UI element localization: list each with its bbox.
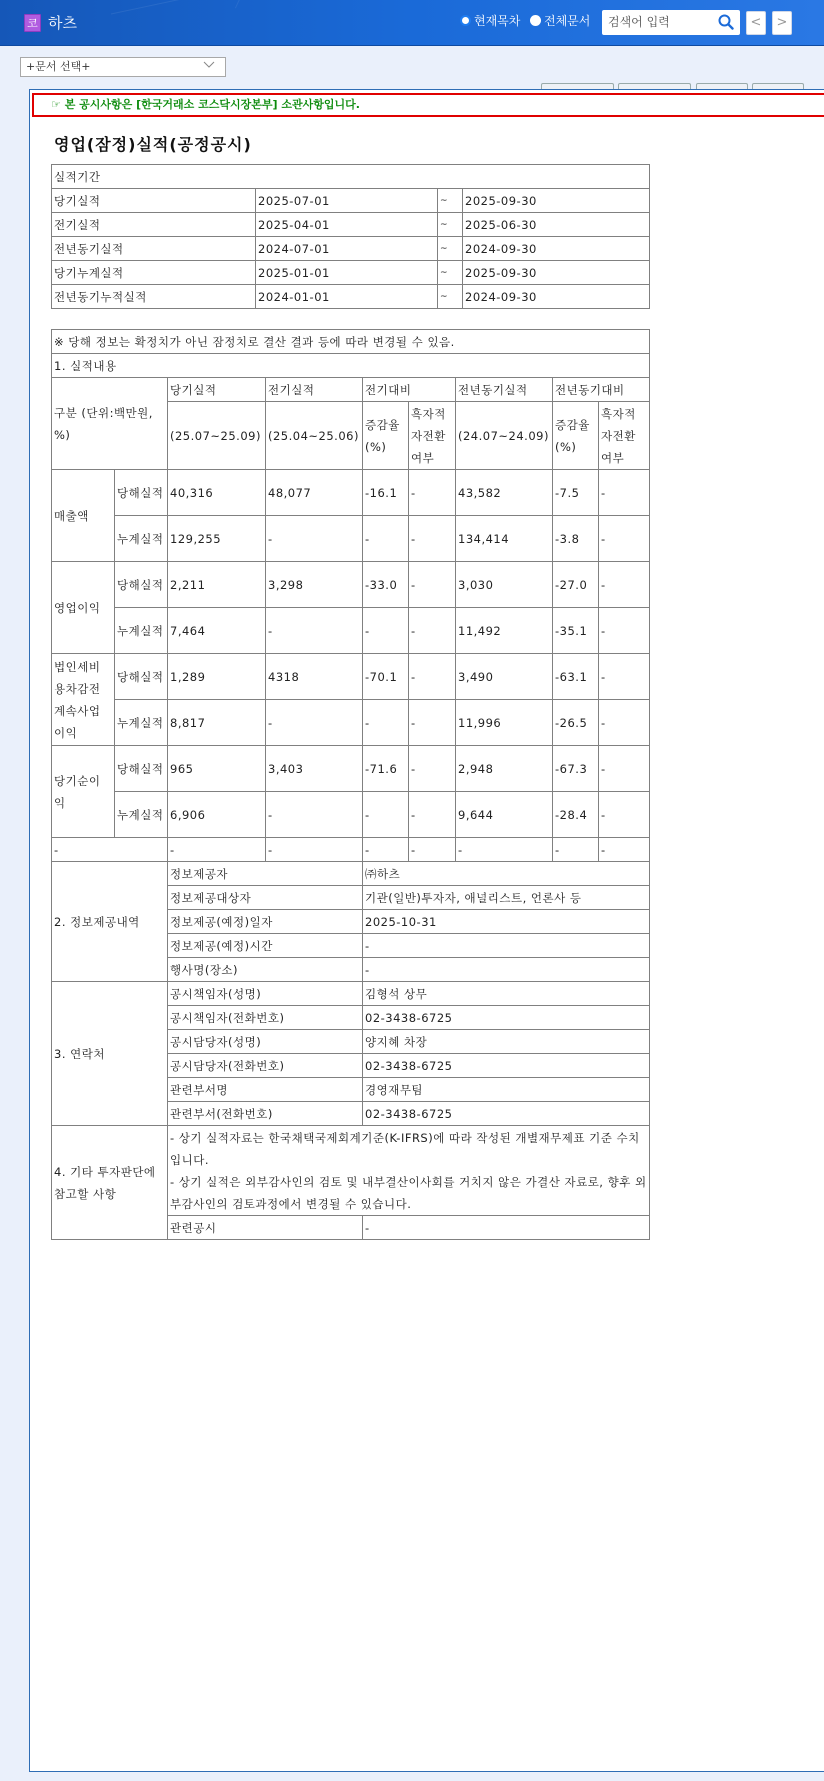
table-row <box>52 1126 650 1216</box>
jurisdiction-notice: ☞ 본 공시사항은 [한국거래소 코스닥시장본부] 소관사항입니다. <box>32 93 824 117</box>
previous-value: 4318 <box>266 654 363 700</box>
yoy-rate: -3.8 <box>553 516 599 562</box>
yoy-rate-header: 증감율(%) <box>553 402 599 470</box>
yoy-rate: -27.0 <box>553 562 599 608</box>
yoy-rate: -67.3 <box>553 746 599 792</box>
table-row <box>52 516 650 562</box>
category-header: 구분 (단위:백만원, %) <box>52 378 168 470</box>
row-type: 누계실적 <box>115 792 168 838</box>
current-value: 8,817 <box>168 700 266 746</box>
period-to: 2024-09-30 <box>463 237 650 261</box>
field-value: 2025-10-31 <box>363 910 650 934</box>
yoy-actual: 3,030 <box>456 562 553 608</box>
qoq-turn: - <box>409 654 456 700</box>
yoy-turn-header: 흑자적자전환여부 <box>599 402 650 470</box>
previous-value: 3,403 <box>266 746 363 792</box>
previous-value: 3,298 <box>266 562 363 608</box>
yoy-rate: -28.4 <box>553 792 599 838</box>
item-name: 매출액 <box>52 470 115 562</box>
yoy-actual-header: 전년동기실적 <box>456 378 553 402</box>
previous-period: (25.04~25.06) <box>266 402 363 470</box>
row-type: 누계실적 <box>115 608 168 654</box>
current-value: 1,289 <box>168 654 266 700</box>
yoy-turn: - <box>599 838 650 862</box>
period-label: 당기누계실적 <box>52 261 256 285</box>
period-sep: ~ <box>438 261 463 285</box>
row-type: 누계실적 <box>115 516 168 562</box>
table-row <box>52 746 650 792</box>
field-label: 관련부서(전화번호) <box>168 1102 363 1126</box>
field-label: 정보제공(예정)일자 <box>168 910 363 934</box>
field-value: 김형석 상무 <box>363 982 650 1006</box>
qoq-rate-header: 증감율(%) <box>363 402 409 470</box>
vs-yoy-header: 전년동기대비 <box>553 378 650 402</box>
period-from: 2024-01-01 <box>256 285 438 309</box>
yoy-rate: -35.1 <box>553 608 599 654</box>
table-row <box>52 700 650 746</box>
yoy-rate: -26.5 <box>553 700 599 746</box>
field-label: 정보제공자 <box>168 862 363 886</box>
note-line: - 상기 실적자료는 한국채택국제회계기준(K-IFRS)에 따라 작성된 개별재무제표 기준 수치입니다. <box>170 1130 640 1167</box>
radio-unselected-icon[interactable] <box>530 15 541 26</box>
yoy-turn: - <box>599 654 650 700</box>
section-3-title: 3. 연락처 <box>52 982 168 1126</box>
prev-result-button[interactable]: < <box>746 11 766 35</box>
period-sep: ~ <box>438 237 463 261</box>
current-value: 129,255 <box>168 516 266 562</box>
field-label: 정보제공대상자 <box>168 886 363 910</box>
field-label: 공시책임자(전화번호) <box>168 1006 363 1030</box>
field-label: 정보제공(예정)시간 <box>168 934 363 958</box>
qoq-rate: - <box>363 838 409 862</box>
previous-value: 48,077 <box>266 470 363 516</box>
table-row <box>52 285 650 309</box>
yoy-actual: 11,492 <box>456 608 553 654</box>
company-name: 하츠 <box>48 14 77 32</box>
item-name: 당기순이익 <box>52 746 115 838</box>
previous-value: - <box>266 838 363 862</box>
document-viewer <box>29 89 824 1772</box>
current-period: (25.07~25.09) <box>168 402 266 470</box>
qoq-rate: - <box>363 792 409 838</box>
field-label: 공시담당자(전화번호) <box>168 1054 363 1078</box>
scope-radio-whole-doc[interactable] <box>530 12 590 29</box>
row-type: 당해실적 <box>115 470 168 516</box>
qoq-rate: -71.6 <box>363 746 409 792</box>
search-box <box>602 10 740 35</box>
document-title: 영업(잠정)실적(공정공시) <box>54 135 252 154</box>
period-from: 2025-07-01 <box>256 189 438 213</box>
table-row <box>52 982 650 1006</box>
period-sep: ~ <box>438 285 463 309</box>
vs-previous-header: 전기대비 <box>363 378 456 402</box>
row-type: 당해실적 <box>115 746 168 792</box>
period-label: 전년동기실적 <box>52 237 256 261</box>
period-header: 실적기간 <box>52 165 650 189</box>
previous-value: - <box>266 608 363 654</box>
notes-cell <box>168 1126 650 1216</box>
current-value: 2,211 <box>168 562 266 608</box>
qoq-turn-header: 흑자적자전환여부 <box>409 402 456 470</box>
document-select-value: +문서 선택+ <box>26 60 91 73</box>
period-label: 전년동기누적실적 <box>52 285 256 309</box>
yoy-turn: - <box>599 470 650 516</box>
row-type: 당해실적 <box>115 562 168 608</box>
search-icon[interactable] <box>718 14 734 30</box>
yoy-rate: -7.5 <box>553 470 599 516</box>
period-table <box>51 164 650 309</box>
table-row <box>52 608 650 654</box>
table-row <box>52 562 650 608</box>
field-label: 관련공시 <box>168 1216 363 1240</box>
previous-value: - <box>266 516 363 562</box>
qoq-turn: - <box>409 792 456 838</box>
qoq-rate: -16.1 <box>363 470 409 516</box>
field-value: 경영재무팀 <box>363 1078 650 1102</box>
previous-value: - <box>266 700 363 746</box>
yoy-actual: - <box>456 838 553 862</box>
period-sep: ~ <box>438 189 463 213</box>
scope-label: 현재목차 <box>474 14 521 28</box>
field-value: - <box>363 958 650 982</box>
disclaimer: ※ 당해 정보는 확정치가 아닌 잠정치로 결산 결과 등에 따라 변경될 수 있음. <box>52 330 650 354</box>
qoq-turn: - <box>409 838 456 862</box>
field-value: 02-3438-6725 <box>363 1102 650 1126</box>
table-row <box>52 838 650 862</box>
table-row <box>52 470 650 516</box>
field-label: 공시책임자(성명) <box>168 982 363 1006</box>
top-header <box>0 0 824 46</box>
field-value: 02-3438-6725 <box>363 1054 650 1078</box>
table-row <box>52 237 650 261</box>
row-type: 누계실적 <box>115 700 168 746</box>
radio-selected-icon[interactable] <box>460 15 471 26</box>
section-1-title: 1. 실적내용 <box>52 354 650 378</box>
field-value: - <box>363 934 650 958</box>
period-to: 2025-09-30 <box>463 261 650 285</box>
qoq-rate: - <box>363 516 409 562</box>
section-4-title: 4. 기타 투자판단에 참고할 사항 <box>52 1126 168 1240</box>
field-label: 관련부서명 <box>168 1078 363 1102</box>
qoq-rate: - <box>363 608 409 654</box>
table-row <box>52 654 650 700</box>
period-to: 2025-09-30 <box>463 189 650 213</box>
period-to: 2025-06-30 <box>463 213 650 237</box>
yoy-turn: - <box>599 608 650 654</box>
yoy-actual: 43,582 <box>456 470 553 516</box>
field-value: 기관(일반)투자자, 애널리스트, 언론사 등 <box>363 886 650 910</box>
period-sep: ~ <box>438 213 463 237</box>
qoq-turn: - <box>409 470 456 516</box>
period-from: 2025-04-01 <box>256 213 438 237</box>
qoq-rate: -70.1 <box>363 654 409 700</box>
yoy-turn: - <box>599 700 650 746</box>
item-name: 법인세비용차감전계속사업이익 <box>52 654 115 746</box>
table-row <box>52 261 650 285</box>
item-name: 영업이익 <box>52 562 115 654</box>
yoy-rate: -63.1 <box>553 654 599 700</box>
qoq-turn: - <box>409 746 456 792</box>
search-input[interactable] <box>608 13 708 31</box>
period-to: 2024-09-30 <box>463 285 650 309</box>
field-label: 공시담당자(성명) <box>168 1030 363 1054</box>
yoy-turn: - <box>599 562 650 608</box>
current-value: - <box>168 838 266 862</box>
scope-label: 전체문서 <box>544 14 591 28</box>
chevron-down-icon <box>203 61 215 69</box>
qoq-turn: - <box>409 516 456 562</box>
document-select[interactable] <box>20 57 226 77</box>
table-row <box>52 792 650 838</box>
field-value: 02-3438-6725 <box>363 1006 650 1030</box>
field-label: 행사명(장소) <box>168 958 363 982</box>
table-row <box>52 862 650 886</box>
period-label: 당기실적 <box>52 189 256 213</box>
qoq-rate: -33.0 <box>363 562 409 608</box>
period-from: 2025-01-01 <box>256 261 438 285</box>
previous-header: 전기실적 <box>266 378 363 402</box>
yoy-actual: 2,948 <box>456 746 553 792</box>
qoq-rate: - <box>363 700 409 746</box>
previous-value: - <box>266 792 363 838</box>
table-row <box>52 189 650 213</box>
results-table <box>51 329 650 1240</box>
yoy-actual: 11,996 <box>456 700 553 746</box>
scope-radio-current-toc[interactable] <box>460 12 520 29</box>
current-value: 965 <box>168 746 266 792</box>
yoy-actual: 9,644 <box>456 792 553 838</box>
yoy-turn: - <box>599 746 650 792</box>
qoq-turn: - <box>409 562 456 608</box>
section-2-title: 2. 정보제공내역 <box>52 862 168 982</box>
yoy-rate: - <box>553 838 599 862</box>
qoq-turn: - <box>409 608 456 654</box>
current-value: 6,906 <box>168 792 266 838</box>
yoy-turn: - <box>599 516 650 562</box>
current-value: 40,316 <box>168 470 266 516</box>
yoy-period: (24.07~24.09) <box>456 402 553 470</box>
yoy-actual: 134,414 <box>456 516 553 562</box>
field-value: - <box>363 1216 650 1240</box>
current-header: 당기실적 <box>168 378 266 402</box>
next-result-button[interactable]: > <box>772 11 792 35</box>
market-badge-icon: 코 <box>24 14 41 32</box>
period-label: 전기실적 <box>52 213 256 237</box>
note-line: - 상기 실적은 외부감사인의 검토 및 내부결산이사회를 거치지 않은 가결산 자료로, 향후 외부감사인의 검토과정에서 변경될 수 있습니다. <box>170 1174 647 1211</box>
yoy-actual: 3,490 <box>456 654 553 700</box>
qoq-turn: - <box>409 700 456 746</box>
row-type: 당해실적 <box>115 654 168 700</box>
period-from: 2024-07-01 <box>256 237 438 261</box>
field-value: ㈜하츠 <box>363 862 650 886</box>
table-row <box>52 213 650 237</box>
yoy-turn: - <box>599 792 650 838</box>
current-value: 7,464 <box>168 608 266 654</box>
item-name: - <box>52 838 168 862</box>
field-value: 양지혜 차장 <box>363 1030 650 1054</box>
